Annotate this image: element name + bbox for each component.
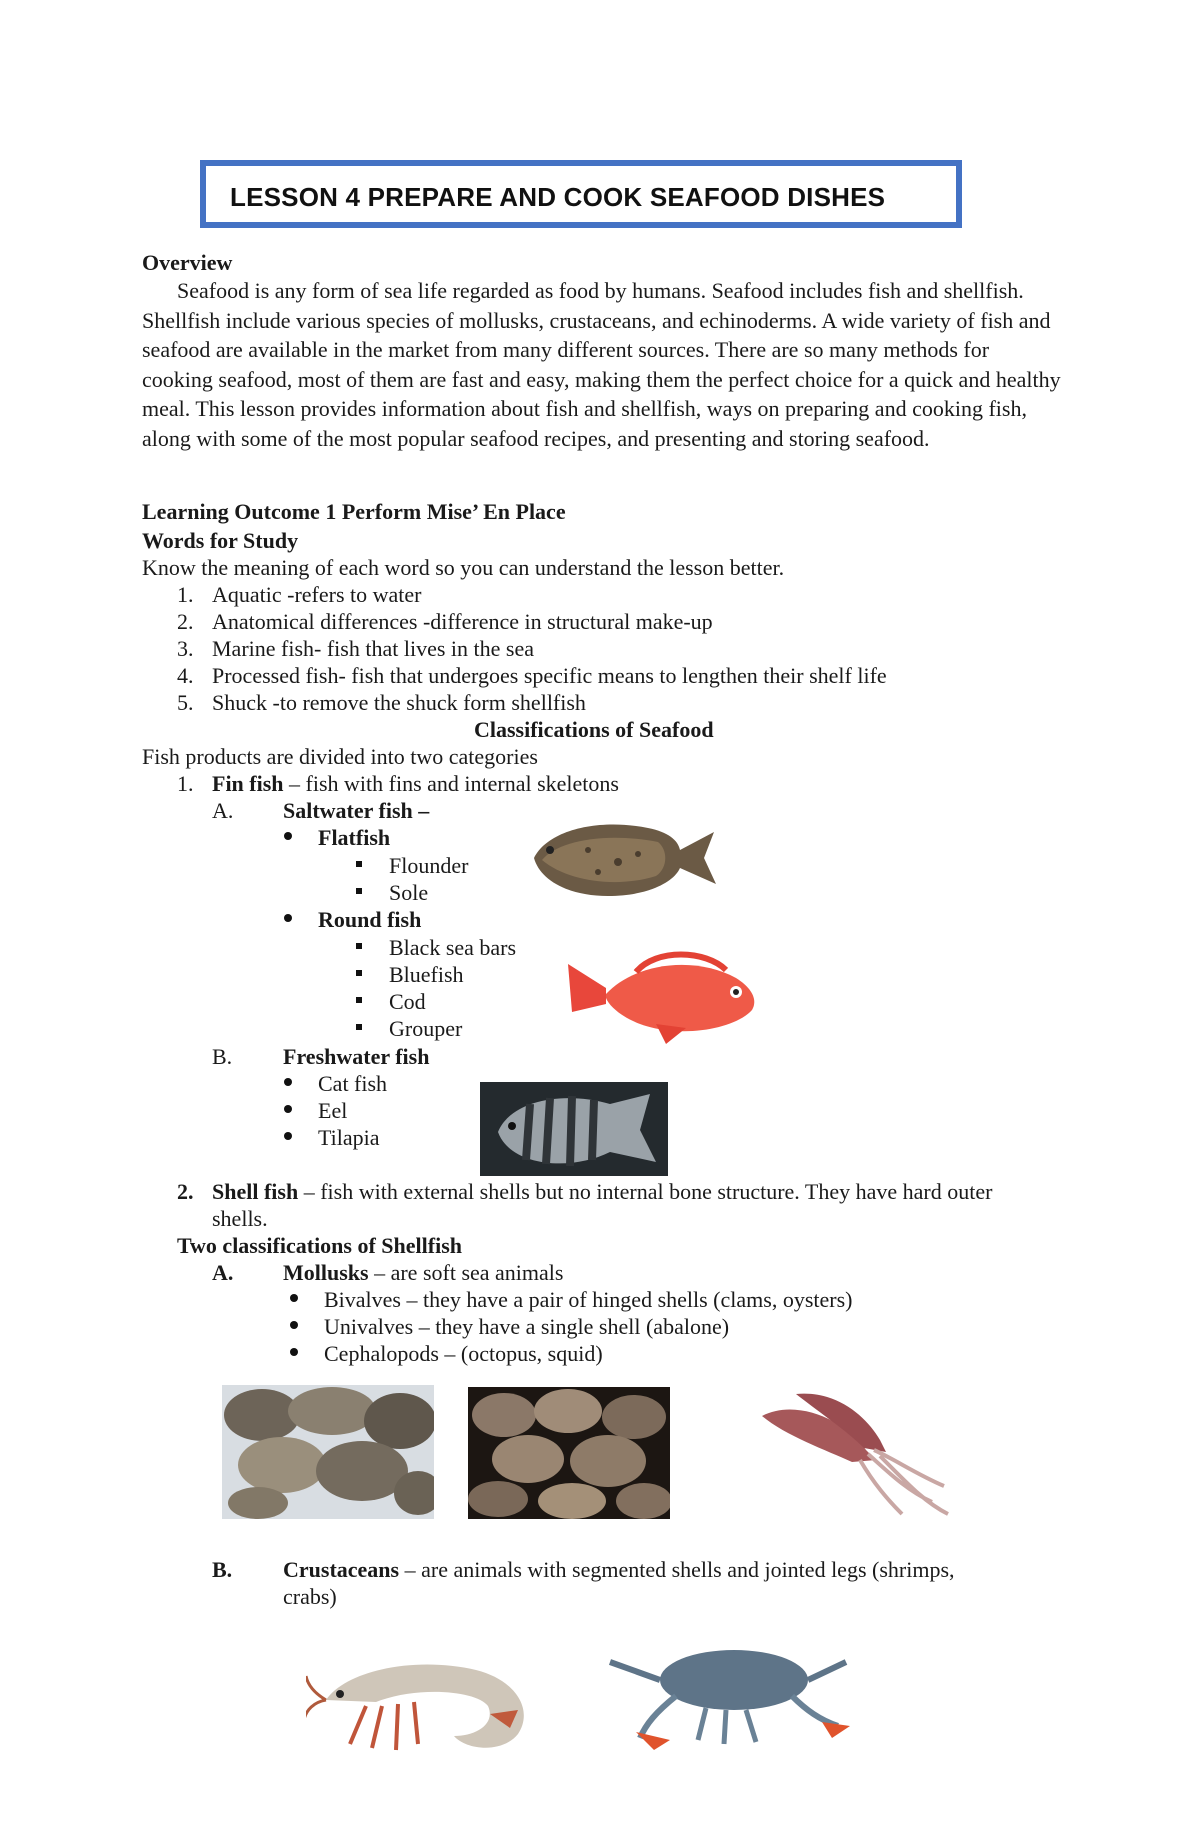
word-item: Marine fish- fish that lives in the sea	[212, 636, 534, 661]
shell-fish-term: Shell fish	[212, 1179, 299, 1204]
classifications-intro: Fish products are divided into two categories	[142, 744, 538, 769]
crustaceans-desc-cont: crabs)	[283, 1584, 337, 1609]
lesson-title: LESSON 4 PREPARE AND COOK SEAFOOD DISHES	[230, 182, 886, 212]
round-fish-image	[566, 942, 760, 1050]
crustaceans-term: Crustaceans	[283, 1557, 400, 1582]
freshwater-letter: B.	[212, 1044, 233, 1069]
shell-fish-desc-cont: shells.	[212, 1206, 268, 1231]
mollusks-letter: A.	[212, 1260, 234, 1285]
bullet-square	[356, 861, 362, 867]
overview-paragraph: Seafood is any form of sea life regarded as food by humans. Seafood includes fish and shellfish. Shellfish include various species of mollusks, crustaceans, and echinoderms. A wide variety of fish and seafood are available in the market from many different sources. There are so many methods for cooking seafood, most of them are fast and easy, making them the perfect choice for a quick and healthy meal. This lesson provides information about fish and shellfish, ways on preparing and cooking fish, along with some of the most popular seafood recipes, and presenting and storing seafood.	[142, 278, 1061, 451]
oysters-image	[222, 1385, 434, 1519]
fin-fish-desc: – fish with fins and internal skeletons	[283, 771, 619, 796]
bullet-square	[356, 1024, 362, 1030]
mollusks-line	[283, 1258, 563, 1287]
bullet-disc	[290, 1294, 298, 1302]
crustaceans-line	[283, 1555, 1063, 1584]
roundfish-label: Round fish	[318, 907, 422, 932]
words-intro: Know the meaning of each word so you can understand the lesson better.	[142, 555, 785, 580]
mollusks-desc: – are soft sea animals	[368, 1260, 564, 1285]
roundfish-item: Black sea bars	[389, 935, 517, 960]
bullet-square	[356, 888, 362, 894]
mollusk-item: Cephalopods – (octopus, squid)	[324, 1341, 603, 1366]
word-num: 4.	[177, 663, 194, 688]
bullet-disc	[284, 914, 292, 922]
bullet-square	[356, 997, 362, 1003]
flatfish-item: Flounder	[389, 853, 469, 878]
word-item: Anatomical differences -difference in structural make-up	[212, 609, 713, 634]
word-num: 1.	[177, 582, 194, 607]
fin-fish-line	[212, 769, 619, 798]
learning-outcome-heading: Learning Outcome 1 Perform Mise’ En Place	[142, 499, 566, 524]
classifications-heading: Classifications of Seafood	[474, 717, 714, 742]
word-num: 2.	[177, 609, 194, 634]
bullet-disc	[284, 1078, 292, 1086]
bullet-disc	[284, 1132, 292, 1140]
bullet-disc	[284, 1105, 292, 1113]
word-item: Shuck -to remove the shuck form shellfish	[212, 690, 586, 715]
roundfish-item: Cod	[389, 989, 426, 1014]
clams-image	[468, 1387, 670, 1519]
crustaceans-desc: – are animals with segmented shells and jointed legs (shrimps,	[399, 1557, 955, 1582]
freshwater-item: Eel	[318, 1098, 348, 1123]
bullet-square	[356, 943, 362, 949]
mollusk-item: Bivalves – they have a pair of hinged shells (clams, oysters)	[324, 1287, 853, 1312]
flatfish-label: Flatfish	[318, 825, 391, 850]
bullet-disc	[290, 1348, 298, 1356]
fin-fish-num: 1.	[177, 771, 194, 796]
mollusk-item: Univalves – they have a single shell (abalone)	[324, 1314, 730, 1339]
freshwater-fish-image	[480, 1082, 668, 1176]
flatfish-item: Sole	[389, 880, 429, 905]
mollusks-term: Mollusks	[283, 1260, 369, 1285]
freshwater-item: Tilapia	[318, 1125, 380, 1150]
flounder-image	[528, 810, 718, 902]
saltwater-label: Saltwater fish –	[283, 798, 430, 823]
bullet-square	[356, 970, 362, 976]
roundfish-item: Bluefish	[389, 962, 464, 987]
bullet-disc	[290, 1321, 298, 1329]
word-item: Aquatic -refers to water	[212, 582, 422, 607]
overview-heading: Overview	[142, 250, 233, 275]
crab-image	[606, 1628, 850, 1752]
shell-fish-num: 2.	[177, 1179, 194, 1204]
shrimp-image	[306, 1640, 538, 1760]
freshwater-item: Cat fish	[318, 1071, 388, 1096]
word-num: 5.	[177, 690, 194, 715]
lesson-title-box	[200, 160, 962, 228]
word-item: Processed fish- fish that undergoes specific means to lengthen their shelf life	[212, 663, 887, 688]
shell-fish-line	[212, 1177, 992, 1206]
crustaceans-letter: B.	[212, 1557, 233, 1582]
squid-image	[756, 1390, 956, 1520]
bullet-disc	[284, 832, 292, 840]
two-classifications-heading: Two classifications of Shellfish	[177, 1233, 463, 1258]
saltwater-letter: A.	[212, 798, 234, 823]
roundfish-item: Grouper	[389, 1016, 463, 1041]
fin-fish-term: Fin fish	[212, 771, 284, 796]
word-num: 3.	[177, 636, 194, 661]
words-for-study-heading: Words for Study	[142, 528, 299, 553]
freshwater-label: Freshwater fish	[283, 1044, 430, 1069]
shell-fish-desc: – fish with external shells but no internal bone structure. They have hard outer	[298, 1179, 993, 1204]
